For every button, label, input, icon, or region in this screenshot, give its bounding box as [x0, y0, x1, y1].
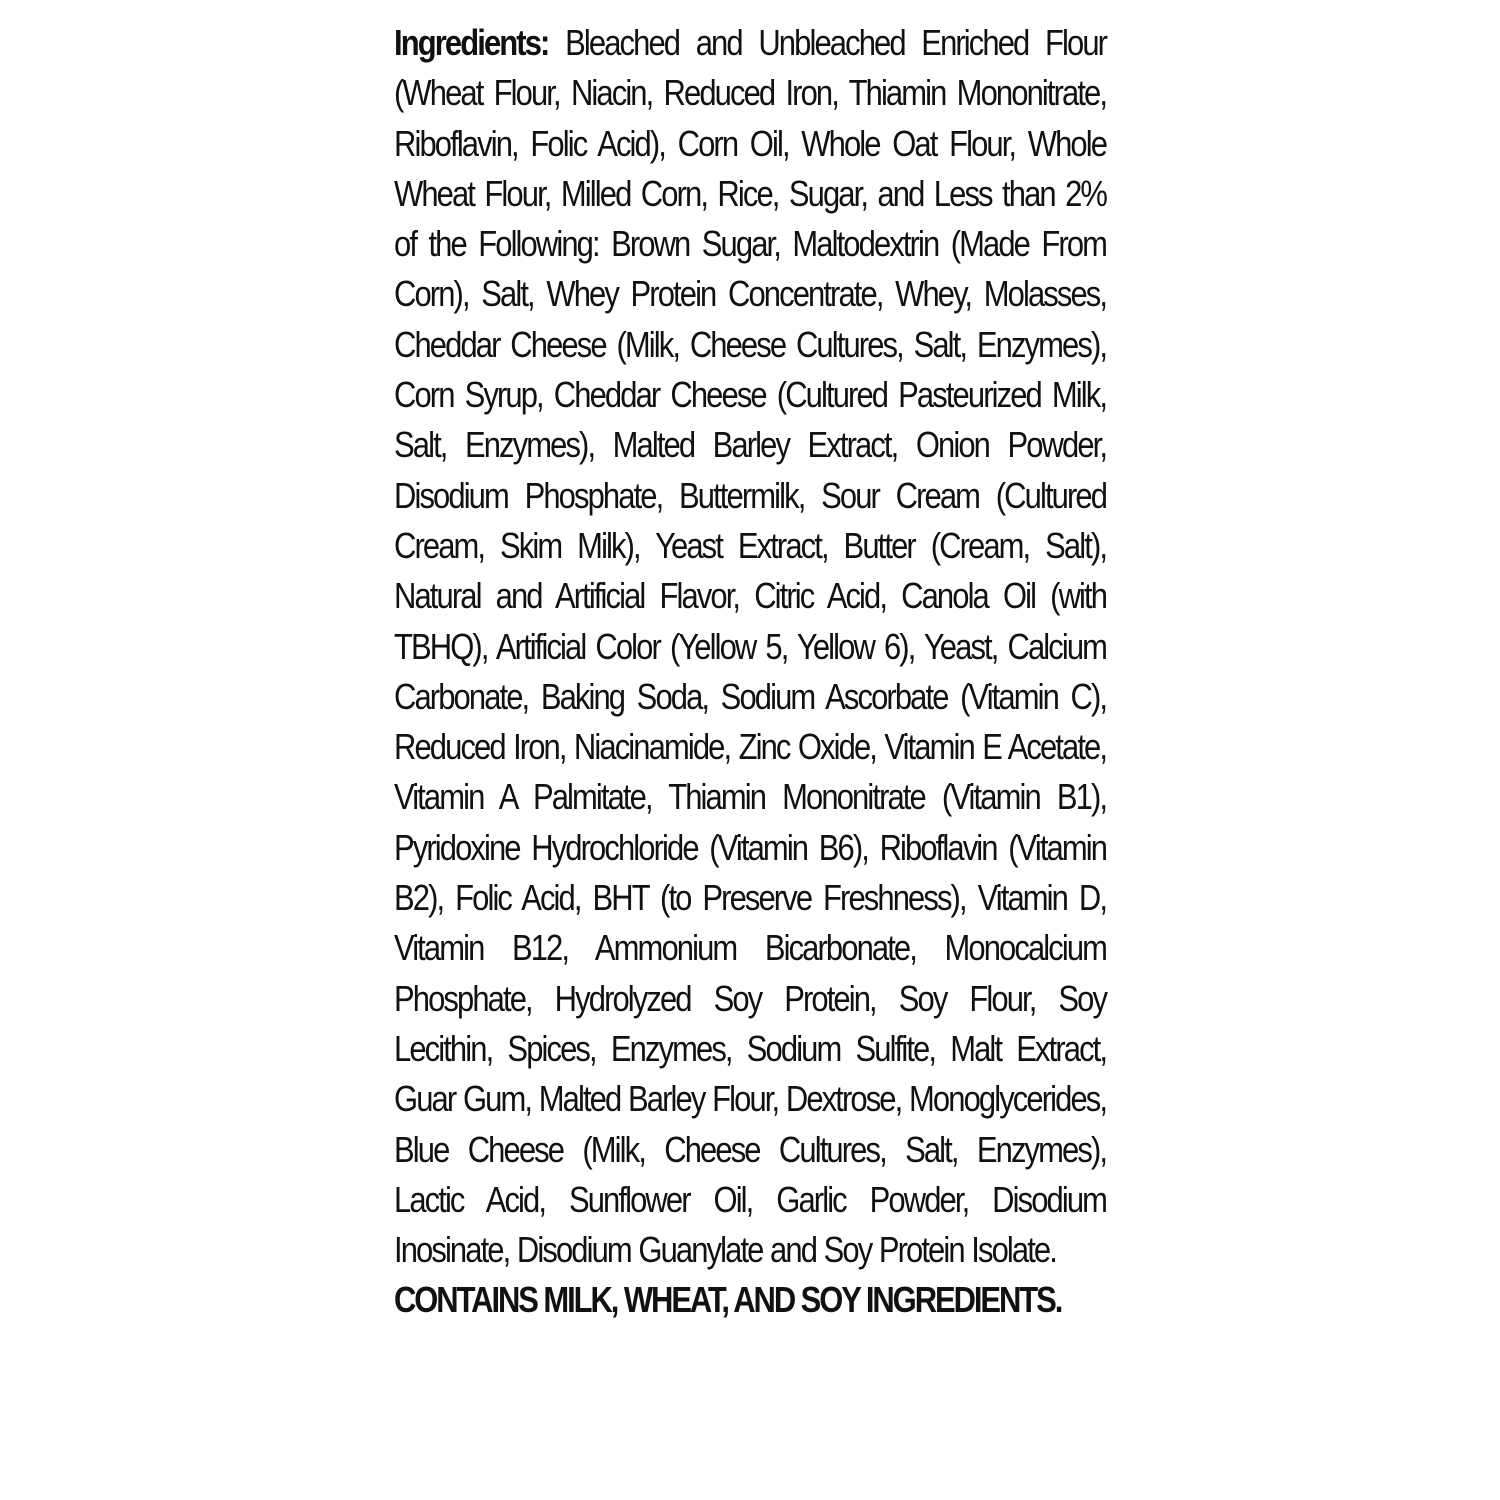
ingredients-heading: Ingredients: [394, 22, 549, 63]
allergen-statement: CONTAINS MILK, WHEAT, AND SOY INGREDIENTS. [394, 1279, 1062, 1321]
ingredients-list: Bleached and Unbleached Enriched Flour (Wheat Flour, Niacin, Reduced Iron, Thiamin Mononitrate, Riboflavin, Folic Acid), Corn Oil, Whole Oat Flour, Whole Wheat Flour, Milled Corn, Rice, Sugar, and Less than 2% of the Following: Brown Sugar, Maltodextrin (Made From Corn), Salt, Whey Protein Concentrate, Whey, Molasses, Cheddar Cheese (Milk, Cheese Cultures, Salt, Enzymes), Corn Syrup, Cheddar Cheese (Cultured Pasteurized Milk, Salt, Enzymes), Malted Barley Extract, Onion Powder, Disodium Phosphate, Buttermilk, Sour Cream (Cultured Cream, Skim Milk), Yeast Extract, Butter (Cream, Salt), Natural and Artificial Flavor, Citric Acid, Canola Oil (with TBHQ), Artificial Color (Yellow 5, Yellow 6), Yeast, Calcium Carbonate, Baking Soda, Sodium Ascorbate (Vitamin C), Reduced Iron, Niacinamide, Zinc Oxide, Vitamin E Acetate, Vitamin A Palmitate, Thiamin Mononitrate (Vitamin B1), Pyridoxine Hydrochloride (Vitamin B6), Riboflavin (Vitamin B2), Folic Acid, BHT (to Preserve Freshness), Vitamin D, Vitamin B12, Ammonium Bicarbonate, Monocalcium Phosphate, Hydrolyzed Soy Protein, Soy Flour, Soy Lecithin, Spices, Enzymes, Sodium Sulfite, Malt Extract, Guar Gum, Malted Barley Flour, Dextrose, Monoglycerides, Blue Cheese (Milk, Cheese Cultures, Salt, Enzymes), Lactic Acid, Sunflower Oil, Garlic Powder, Disodium Inosinate, Disodium Guanylate and Soy Protein Isolate. [394, 22, 1107, 1271]
ingredients-paragraph [394, 18, 1106, 1275]
ingredients-label [394, 18, 1106, 1325]
